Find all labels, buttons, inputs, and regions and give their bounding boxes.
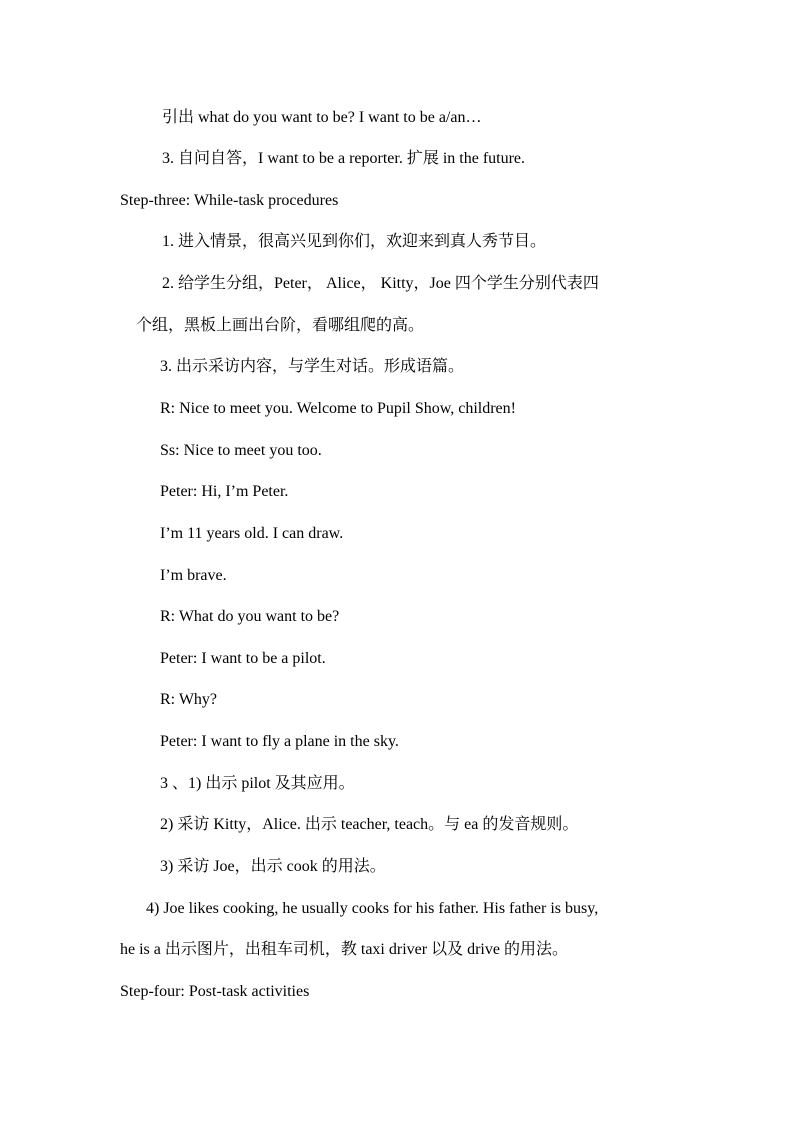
text-line: 3 、1) 出示 pilot 及其应用。 — [160, 775, 355, 792]
dialogue-line: Ss: Nice to meet you too. — [160, 442, 322, 459]
text-line: 2. 给学生分组，Peter， Alice， Kitty，Joe 四个学生分别代表四 — [162, 275, 599, 292]
dialogue-line: R: Why? — [160, 691, 218, 708]
dialogue-line: Peter: I want to be a pilot. — [160, 650, 326, 667]
text-line: 引出 what do you want to be? I want to be a/an… — [162, 109, 482, 126]
text-line: 个组，黑板上画出台阶，看哪组爬的高。 — [136, 317, 425, 334]
text-line: 2) 采访 Kitty，Alice. 出示 teacher, teach。与 ea 的发音规则。 — [160, 816, 579, 833]
dialogue-line: I’m 11 years old. I can draw. — [160, 525, 344, 542]
section-heading: Step-four: Post-task activities — [120, 983, 310, 1000]
dialogue-line: Peter: I want to fly a plane in the sky. — [160, 733, 399, 750]
dialogue-line: Peter: Hi, I’m Peter. — [160, 483, 289, 500]
text-line: 4) Joe likes cooking, he usually cooks for his father. His father is busy, — [146, 900, 599, 917]
dialogue-line: I’m brave. — [160, 567, 227, 584]
text-line: 3) 采访 Joe，出示 cook 的用法。 — [160, 858, 386, 875]
text-line: he is a 出示图片，出租车司机，教 taxi driver 以及 drive 的用法。 — [120, 941, 568, 958]
section-heading: Step-three: While-task procedures — [120, 192, 339, 209]
dialogue-line: R: What do you want to be? — [160, 608, 340, 625]
text-line: 3. 自问自答，I want to be a reporter. 扩展 in the future. — [162, 150, 526, 167]
dialogue-line: R: Nice to meet you. Welcome to Pupil Show, children! — [160, 400, 516, 417]
text-line: 3. 出示采访内容，与学生对话。形成语篇。 — [160, 358, 465, 375]
text-line: 1. 进入情景，很高兴见到你们，欢迎来到真人秀节目。 — [162, 233, 547, 250]
